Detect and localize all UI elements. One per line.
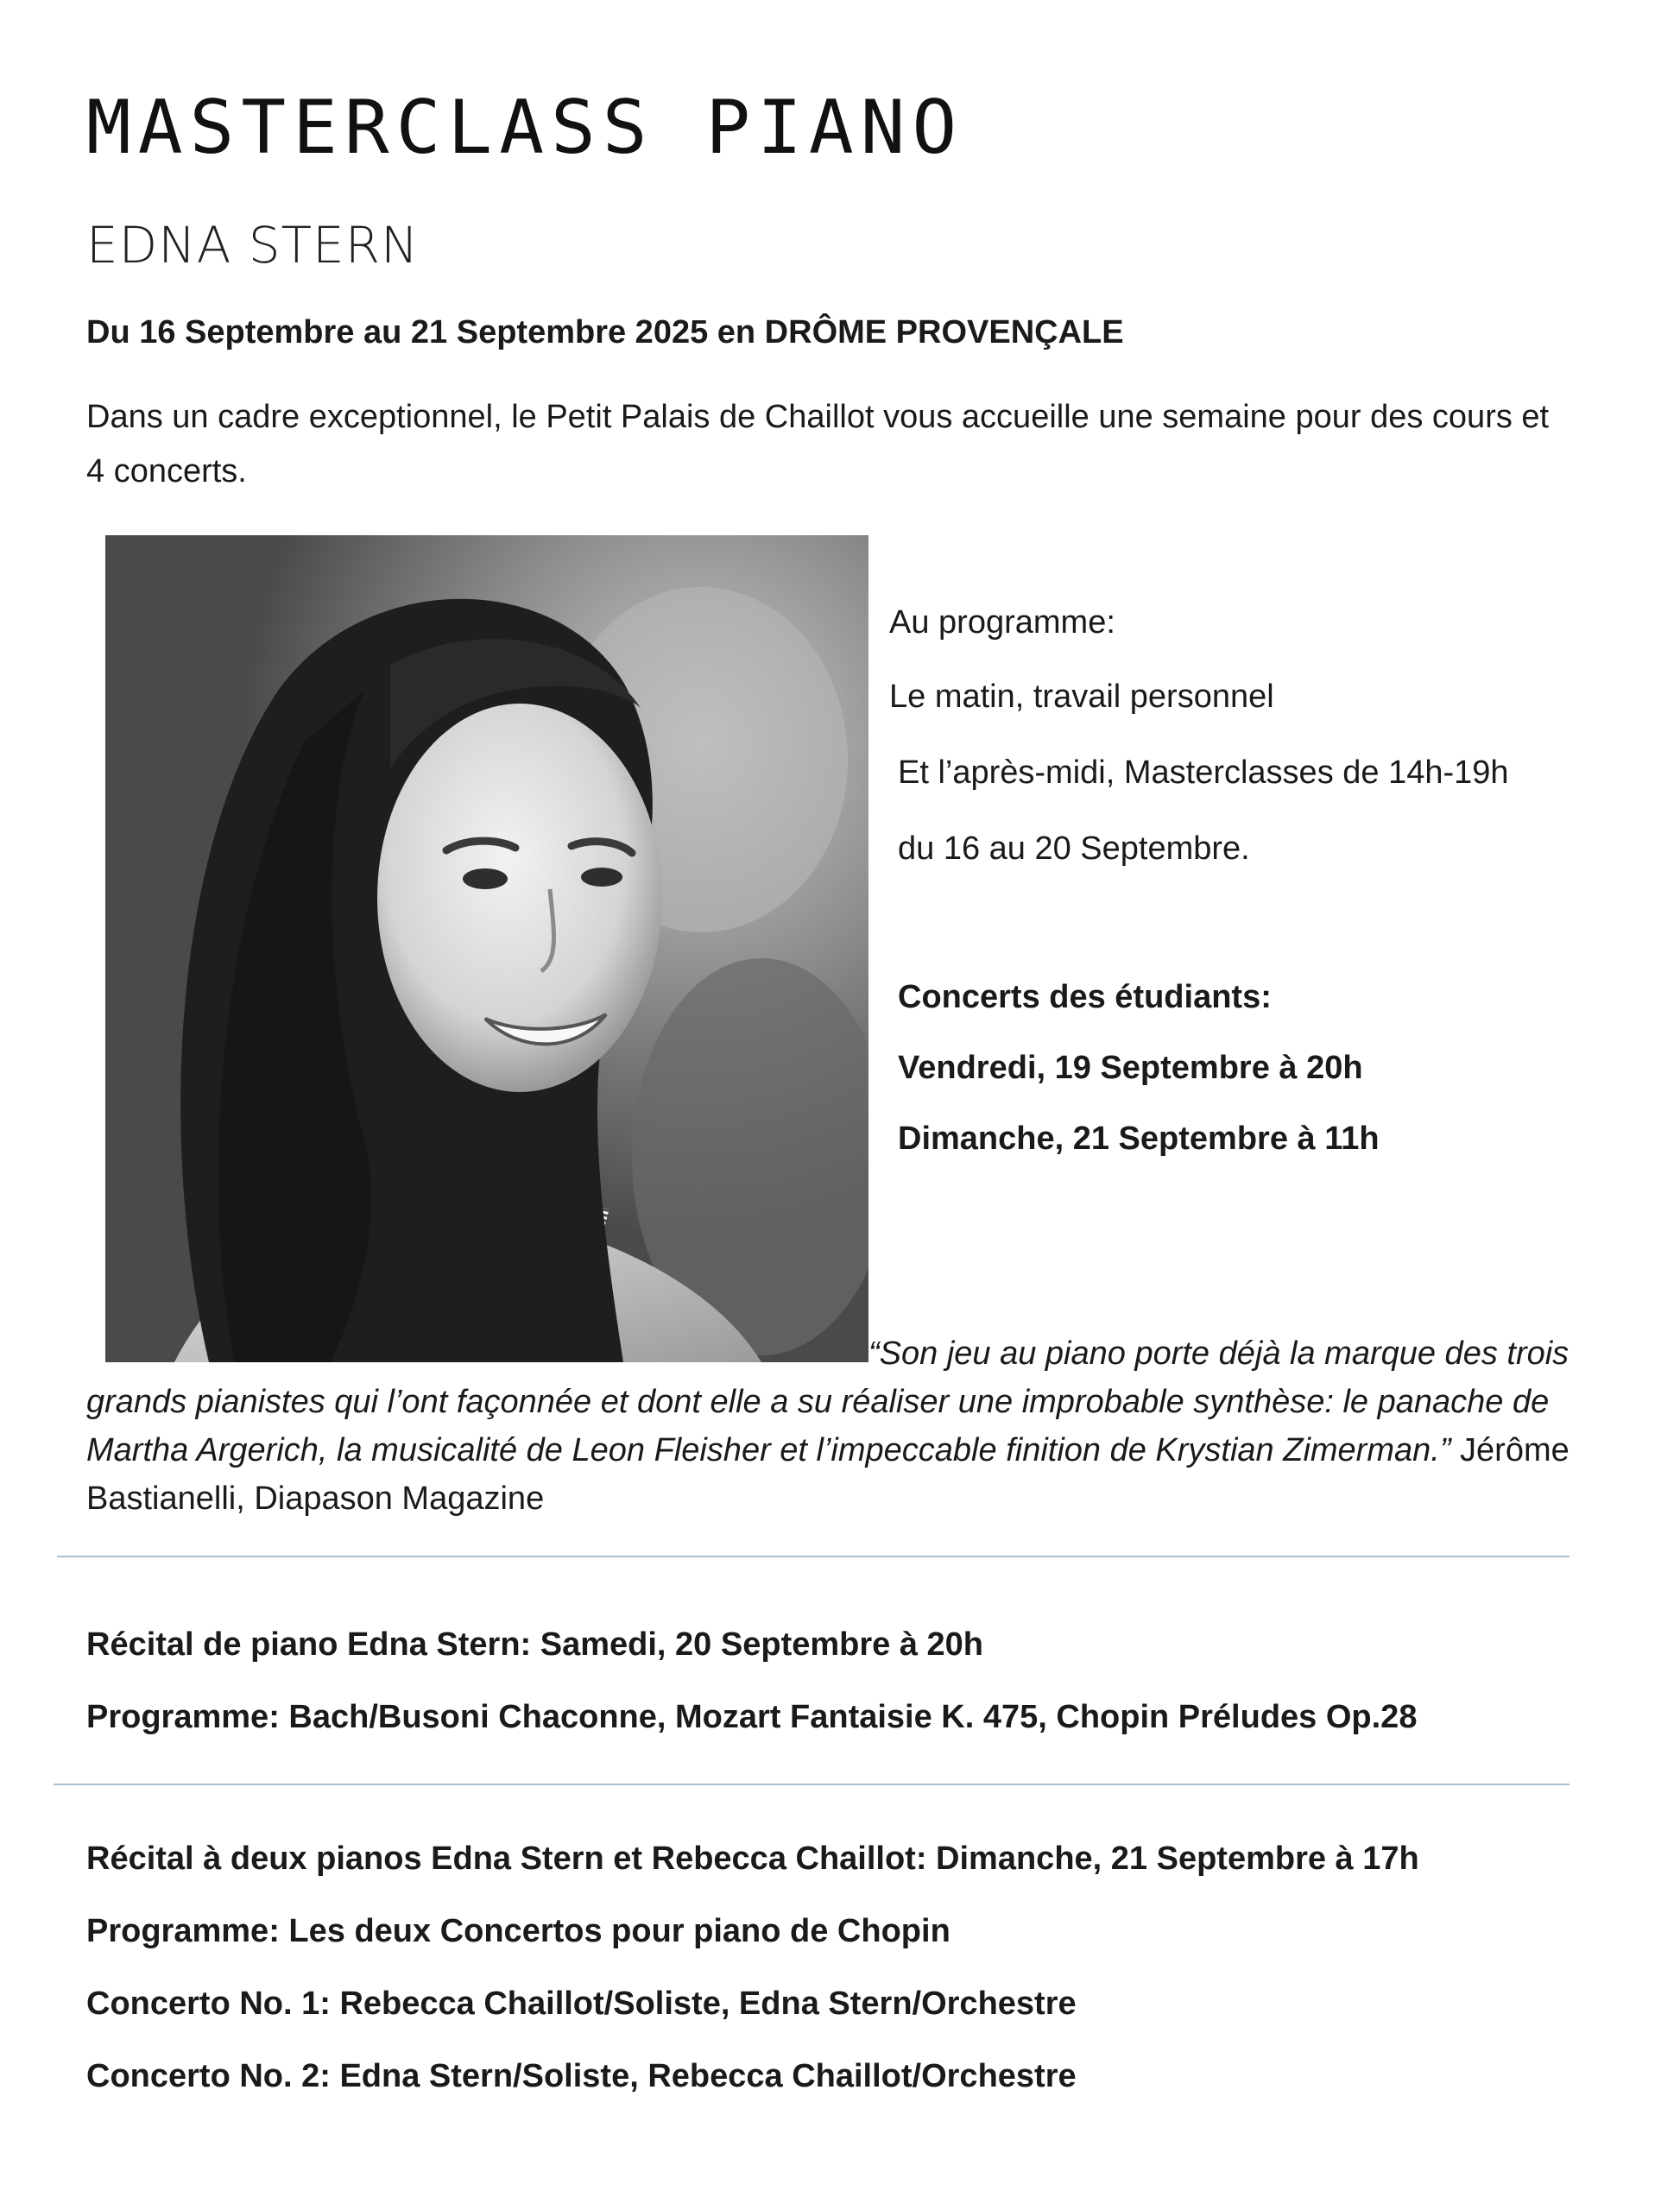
quote-attribution: Jérôme Bastianelli, Diapason Magazine	[86, 1432, 1569, 1517]
programme-heading: Au programme:	[889, 604, 1115, 641]
section-divider	[57, 1556, 1569, 1557]
student-concerts-heading: Concerts des étudiants:	[898, 979, 1272, 1015]
section-divider	[54, 1784, 1569, 1785]
solo-recital-programme: Programme: Bach/Busoni Chaconne, Mozart Fantaisie K. 475, Chopin Préludes Op.28	[86, 1699, 1418, 1735]
duo-recital-programme: Programme: Les deux Concertos pour piano de Chopin	[86, 1913, 951, 1949]
programme-morning: Le matin, travail personnel	[889, 679, 1274, 715]
concerto-1: Concerto No. 1: Rebecca Chaillot/Soliste, Edna Stern/Orchestre	[86, 1986, 1077, 2022]
intro-text: Dans un cadre exceptionnel, le Petit Palais de Chaillot vous accueille une semaine pour des cours et 4 concerts.	[86, 399, 1550, 489]
programme-period: du 16 au 20 Septembre.	[898, 830, 1250, 867]
artist-name: EDNA STERN	[86, 216, 420, 275]
quote-text: “Son jeu au piano porte déjà la marque des trois grands pianistes qui l’ont façonnée et dont elle a su réaliser une improbable synthèse: le panache de Martha Argerich, la musicalité de Leon Fleisher et l’impeccable finition de Krystian Zimerman.”	[86, 1335, 1569, 1468]
programme-afternoon: Et l’après-midi, Masterclasses de 14h-19h	[898, 755, 1509, 791]
event-dates: Du 16 Septembre au 21 Septembre 2025 en DRÔME PROVENÇALE	[86, 314, 1124, 350]
artist-portrait-photo	[105, 535, 868, 1362]
student-concert-2: Dimanche, 21 Septembre à 11h	[898, 1121, 1380, 1157]
press-quote	[86, 1329, 1580, 1523]
concerto-2: Concerto No. 2: Edna Stern/Soliste, Rebecca Chaillot/Orchestre	[86, 2058, 1077, 2094]
page-title: MASTERCLASS PIANO	[86, 85, 964, 171]
student-concert-1: Vendredi, 19 Septembre à 20h	[898, 1050, 1363, 1086]
solo-recital-title: Récital de piano Edna Stern: Samedi, 20 Septembre à 20h	[86, 1626, 984, 1663]
duo-recital-title: Récital à deux pianos Edna Stern et Rebecca Chaillot: Dimanche, 21 Septembre à 17h	[86, 1841, 1419, 1877]
